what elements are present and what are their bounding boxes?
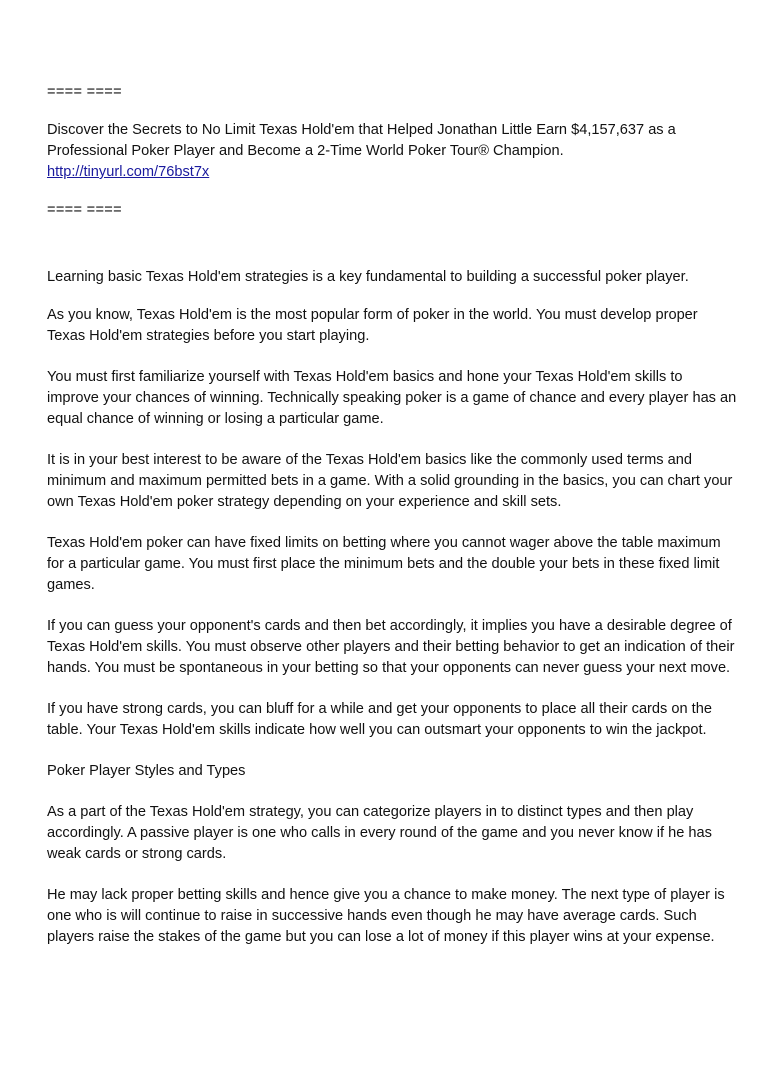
paragraph-intro: Learning basic Texas Hold'em strategies is a key fundamental to building a successful poker player.: [47, 269, 689, 285]
paragraph-player-types: As a part of the Texas Hold'em strategy, you can categorize players in to distinct types and then play accordingly. A passive player is one who calls in every round of the game and you never know if he has weak cards or strong cards.: [47, 804, 712, 862]
separator-top: ==== ====: [47, 84, 122, 100]
promo-link[interactable]: http://tinyurl.com/76bst7x: [47, 164, 210, 180]
paragraph-fixed-limits: Texas Hold'em poker can have fixed limits on betting where you cannot wager above the table maximum for a particular game. You must first place the minimum bets and the double your bets in these fixed limit games.: [47, 535, 721, 593]
document-body: [47, 82, 737, 948]
promo-block: [47, 120, 737, 183]
paragraph-bluff: If you have strong cards, you can bluff for a while and get your opponents to place all their cards on the table. Your Texas Hold'em skills indicate how well you can outsmart your opponents to win the jackpot.: [47, 701, 712, 738]
paragraph-popularity: As you know, Texas Hold'em is the most popular form of poker in the world. You must develop proper Texas Hold'em strategies before you start playing.: [47, 307, 698, 344]
paragraph-terms: It is in your best interest to be aware of the Texas Hold'em basics like the commonly used terms and minimum and maximum permitted bets in a game. With a solid grounding in the basics, you can chart your own Texas Hold'em poker strategy depending on your experience and skill sets.: [47, 452, 733, 510]
promo-text: Discover the Secrets to No Limit Texas Hold'em that Helped Jonathan Little Earn $4,157,637 as a Professional Poker Player and Become a 2-Time World Poker Tour® Champion.: [47, 122, 676, 159]
paragraph-opponent-cards: If you can guess your opponent's cards and then bet accordingly, it implies you have a desirable degree of Texas Hold'em skills. You must observe other players and their betting behavior to get an indication of their hands. You must be spontaneous in your betting so that your opponents can never guess your next move.: [47, 618, 735, 676]
section-heading: Poker Player Styles and Types: [47, 763, 246, 779]
separator-bottom: ==== ====: [47, 202, 122, 218]
paragraph-betting-skills: He may lack proper betting skills and hence give you a chance to make money. The next type of player is one who is will continue to raise in successive hands even though he may have average cards. Such players raise the stakes of the game but you can lose a lot of money if this player wins at your expense.: [47, 887, 725, 945]
paragraph-basics: You must first familiarize yourself with Texas Hold'em basics and hone your Texas Hold'em skills to improve your chances of winning. Technically speaking poker is a game of chance and every player has an equal chance of winning or losing a particular game.: [47, 369, 737, 427]
